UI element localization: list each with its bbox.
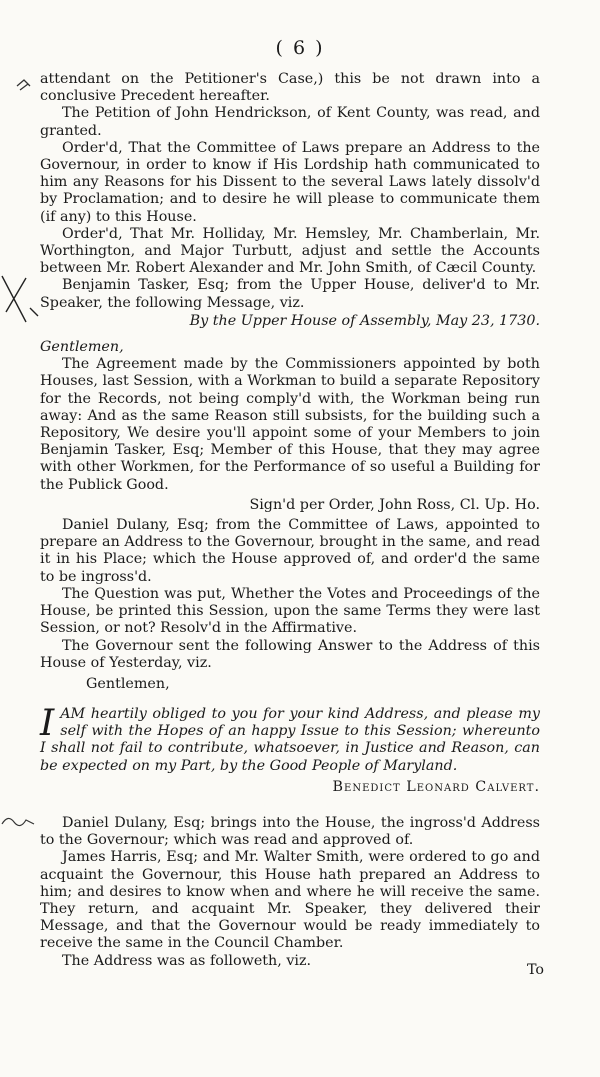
text-block-lower (40, 815, 540, 970)
paragraph-order-accounts: Order'd, That Mr. Holliday, Mr. Hemsley, Mr. Chamberlain, Mr. Worthington, and Major Turbutt, adjust and settle the Accounts between Mr. Robert Alexander and Mr. John Smith, of Cæcil County. (40, 225, 540, 277)
paragraph-dulany-ingrossed: Daniel Dulany, Esq; brings into the House, the ingross'd Address to the Governour; which was read and approved of. (40, 815, 540, 849)
paragraph-continuation: attendant on the Petitioner's Case,) this be not drawn into a conclusive Precedent hereafter. (40, 71, 540, 105)
catchword: To (527, 962, 545, 978)
paragraph-harris-smith: James Harris, Esq; and Mr. Walter Smith, were ordered to go and acquaint the Governour, this House hath prepared an Address to him; and desires to know when and where he will receive the same. They return, and acquaint Mr. Speaker, they delivered their Message, and that the Governour would be ready immediately to receive the same in the Council Chamber. (40, 849, 540, 952)
paragraph-order-address: Order'd, That the Committee of Laws prepare an Address to the Governour, in order to know if His Lordship hath communicated to him any Reasons for his Dissent to the several Laws lately dissolv'd by Proclamation; and to desire he will please to communicate them (if any) to this House. (40, 139, 540, 225)
governour-signature: Benedict Leonard Calvert. (332, 779, 540, 795)
text-block-upper (40, 71, 540, 672)
governour-answer-block (40, 703, 540, 775)
paragraph-repository: The Agreement made by the Commissioners appointed by both Houses, last Session, with a Workman to build a separate Repository for the Records, not being comply'd with, the Workman being run away: And as the same Reason still subsists, for the building such a Repository, We desire you'll appoint some of your Members to join Benjamin Tasker, Esq; Member of this House, that they may agree with other Workmen, for the Performance of so useful a Building for the Publick Good. (40, 356, 540, 493)
salutation-governour: Gentlemen, (86, 676, 170, 692)
margin-hand-mark (14, 76, 36, 96)
drop-capital: I (40, 703, 55, 744)
paragraph-tasker-message: Benjamin Tasker, Esq; from the Upper House, deliver'd to Mr. Speaker, the following Message, viz. (40, 277, 540, 311)
signature-line: Sign'd per Order, John Ross, Cl. Up. Ho. (249, 496, 540, 513)
answer-text: AM heartily obliged to you for your kind Address, and please my self with the Hopes of an happy Issue to this Session; whereunto I shall not fail to contribute, whatsoever, in Justice and Reason, can be expected on my Part, by the Good People of Maryland. (40, 706, 540, 774)
salutation-upper-house: Gentlemen, (40, 339, 124, 356)
paragraph-governour-answer: The Governour sent the following Answer to the Address of this House of Yesterday, viz. (40, 637, 540, 671)
dateline: By the Upper House of Assembly, May 23, 1730. (189, 312, 540, 329)
page-number: ( 6 ) (275, 37, 325, 59)
margin-cross-mark (0, 270, 40, 330)
paragraph-petition: The Petition of John Hendrickson, of Kent County, was read, and granted. (40, 105, 540, 139)
paragraph-address-follows: The Address was as followeth, viz. (62, 952, 312, 969)
paragraph-dulany-address: Daniel Dulany, Esq; from the Committee of Laws, appointed to prepare an Address to the Governour, brought in the same, and read it in his Place; which the House approved of, and order'd the same to be ingross'd. (40, 517, 540, 585)
margin-scribble-mark (0, 810, 40, 834)
paragraph-question: The Question was put, Whether the Votes and Proceedings of the House, be printed this Session, upon the same Terms they were last Session, or not? Resolv'd in the Affirmative. (40, 585, 540, 637)
